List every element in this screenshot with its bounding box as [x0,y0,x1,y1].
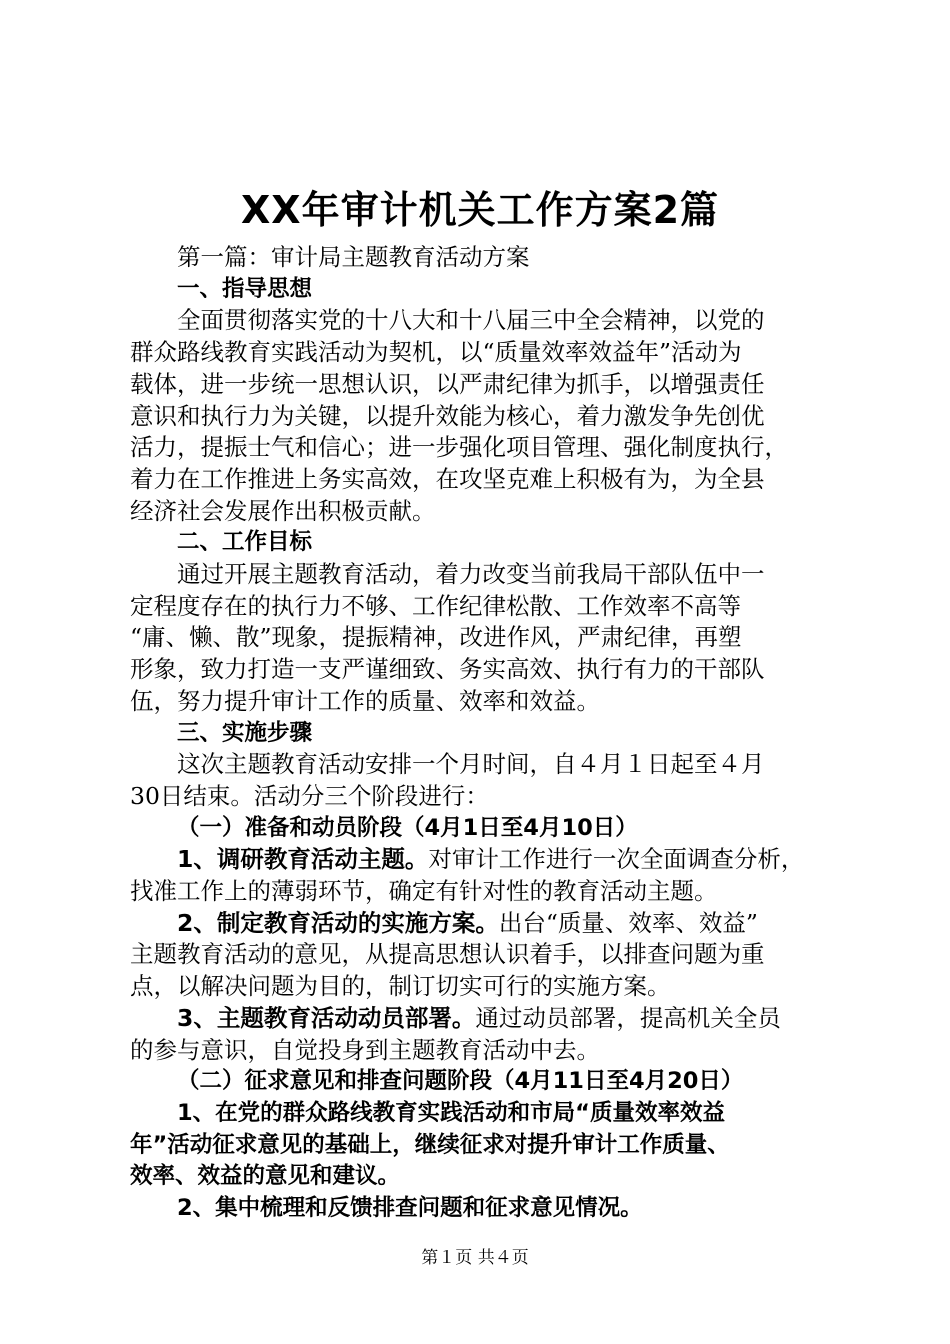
document-title: XX年审计机关工作方案2篇 [240,188,720,232]
paragraph-line: 通过开展主题教育活动，着力改变当前我局干部队伍中一 [177,560,765,589]
paragraph-line: 活力，提振士气和信心；进一步强化项目管理、强化制度执行， [130,433,788,462]
paragraph-line: 点，以解决问题为目的，制订切实可行的实施方案。 [130,972,671,1001]
paragraph-line: 效率、效益的意见和建议。 [130,1163,401,1190]
list-item [130,1003,830,1035]
paragraph-line: 年”活动征求意见的基础上，继续征求对提升审计工作质量、 [130,1131,730,1158]
list-item [130,908,830,940]
paragraph-line: “庸、懒、散”现象，提振精神，改进作风，严肃纪律，再塑 [130,623,742,652]
paragraph-line: 这次主题教育活动安排一个月时间，自４月１日起至４月 [177,750,765,779]
item-lead: 3、主题教育活动动员部署。 [177,1003,476,1032]
paragraph-line: 1、在党的群众路线教育实践活动和市局“质量效率效益 [177,1099,725,1126]
paragraph-line: 全面贯彻落实党的十八大和十八届三中全会精神，以党的 [177,306,765,335]
paragraph-line: 形象，致力打造一支严谨细致、务实高效、执行有力的干部队 [130,655,765,684]
paragraph-line: 主题教育活动的意见，从提高思想认识着手，以排查问题为重 [130,940,765,969]
section1-heading: 一、指导思想 [177,275,313,302]
paragraph-line: 定程度存在的执行力不够、工作纪律松散、工作效率不高等 [130,591,741,620]
paragraph-line: 的参与意识，自觉投身到主题教育活动中去。 [130,1035,600,1064]
item-text: 出台“质量、效率、效益” [498,908,758,937]
paragraph-line: 找准工作上的薄弱环节，确定有针对性的教育活动主题。 [130,877,718,906]
paragraph-line: 群众路线教育实践活动为契机，以“质量效率效益年”活动为 [130,338,742,367]
item-lead: 1、调研教育活动主题。 [177,845,429,874]
list-item [130,844,830,876]
document-body [130,180,830,1225]
paragraph-line: 经济社会发展作出积极贡献。 [130,496,436,525]
paragraph-line: 30日结束。活动分三个阶段进行： [130,781,489,810]
phase1-heading: （一）准备和动员阶段（4月1日至4月10日） [177,814,638,841]
phase2-heading: （二）征求意见和排查问题阶段（4月11日至4月20日） [177,1068,744,1095]
part1-heading: 第一篇：审计局主题教育活动方案 [177,243,530,271]
item-text: 对审计工作进行一次全面调查分析， [428,845,805,874]
page-number-footer: 第１页 共４页 [421,1248,529,1268]
section2-heading: 二、工作目标 [177,529,313,556]
paragraph-line: 伍，努力提升审计工作的质量、效率和效益。 [130,686,600,715]
paragraph-line: 载体，进一步统一思想认识，以严肃纪律为抓手，以增强责任 [130,369,765,398]
item-lead: 2、制定教育活动的实施方案。 [177,908,499,937]
paragraph-line: 意识和执行力为关键，以提升效能为核心，着力激发争先创优 [130,401,765,430]
paragraph-line: 着力在工作推进上务实高效，在攻坚克难上积极有为，为全县 [130,464,765,493]
section3-heading: 三、实施步骤 [177,719,313,746]
item-text: 通过动员部署，提高机关全员 [475,1003,781,1032]
paragraph-line: 2、集中梳理和反馈排查问题和征求意见情况。 [177,1195,643,1222]
